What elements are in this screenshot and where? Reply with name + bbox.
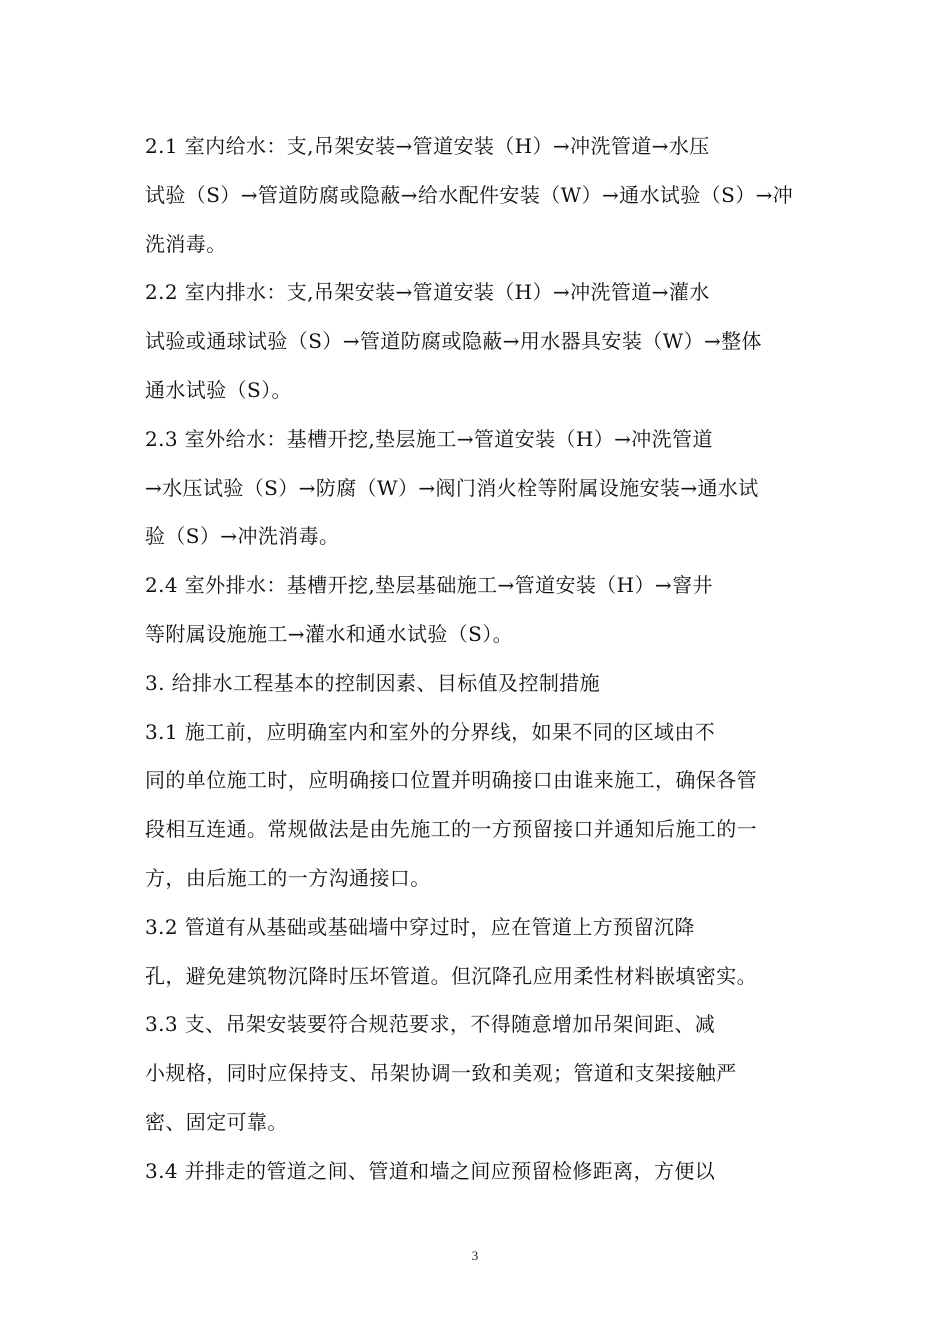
text-line: 同的单位施工时，应明确接口位置并明确接口由谁来施工，确保各管 [145, 768, 757, 793]
text-line: 2.4 室外排水：基槽开挖,垫层基础施工→管道安装（H）→窨井 [145, 573, 713, 598]
text-line: 2.2 室内排水：支,吊架安装→管道安装（H）→冲洗管道→灌水 [145, 280, 710, 305]
text-line: 2.1 室内给水：支,吊架安装→管道安装（H）→冲洗管道→水压 [145, 134, 710, 158]
text-line: 等附属设施施工→灌水和通水试验（S）。 [145, 621, 514, 646]
body-text [145, 122, 810, 1196]
text-line: →水压试验（S）→防腐（W）→阀门消火栓等附属设施安装→通水试 [145, 475, 759, 500]
text-line: 段相互连通。常规做法是由先施工的一方预留接口并通知后施工的一 [145, 817, 757, 842]
text-line: 试验（S）→管道防腐或隐蔽→给水配件安装（W）→通水试验（S）→冲 [145, 182, 794, 207]
text-line: 3.4 并排走的管道之间、管道和墙之间应预留检修距离，方便以 [145, 1158, 716, 1183]
text-line: 3.3 支、吊架安装要符合规范要求，不得随意增加吊架间距、减 [145, 1012, 716, 1037]
text-line: 2.3 室外给水：基槽开挖,垫层施工→管道安装（H）→冲洗管道 [145, 426, 713, 451]
text-line: 3.1 施工前，应明确室内和室外的分界线，如果不同的区域由不 [145, 719, 716, 744]
text-line: 验（S）→冲洗消毒。 [145, 524, 340, 549]
text-line: 试验或通球试验（S）→管道防腐或隐蔽→用水器具安装（W）→整体 [145, 329, 762, 354]
page-number: 3 [471, 1248, 479, 1263]
text-line: 孔，避免建筑物沉降时压坏管道。但沉降孔应用柔性材料嵌填密实。 [145, 963, 757, 988]
text-line: 洗消毒。 [145, 231, 227, 256]
text-line: 密、固定可靠。 [145, 1109, 288, 1134]
text-line: 小规格，同时应保持支、吊架协调一致和美观；管道和支架接触严 [145, 1061, 737, 1086]
text-line: 通水试验（S）。 [145, 377, 292, 402]
text-line: 3.2 管道有从基础或基础墙中穿过时，应在管道上方预留沉降 [145, 914, 695, 939]
section-heading: 3. 给排水工程基本的控制因素、目标值及控制措施 [145, 670, 601, 695]
text-line: 方，由后施工的一方沟通接口。 [145, 865, 431, 890]
